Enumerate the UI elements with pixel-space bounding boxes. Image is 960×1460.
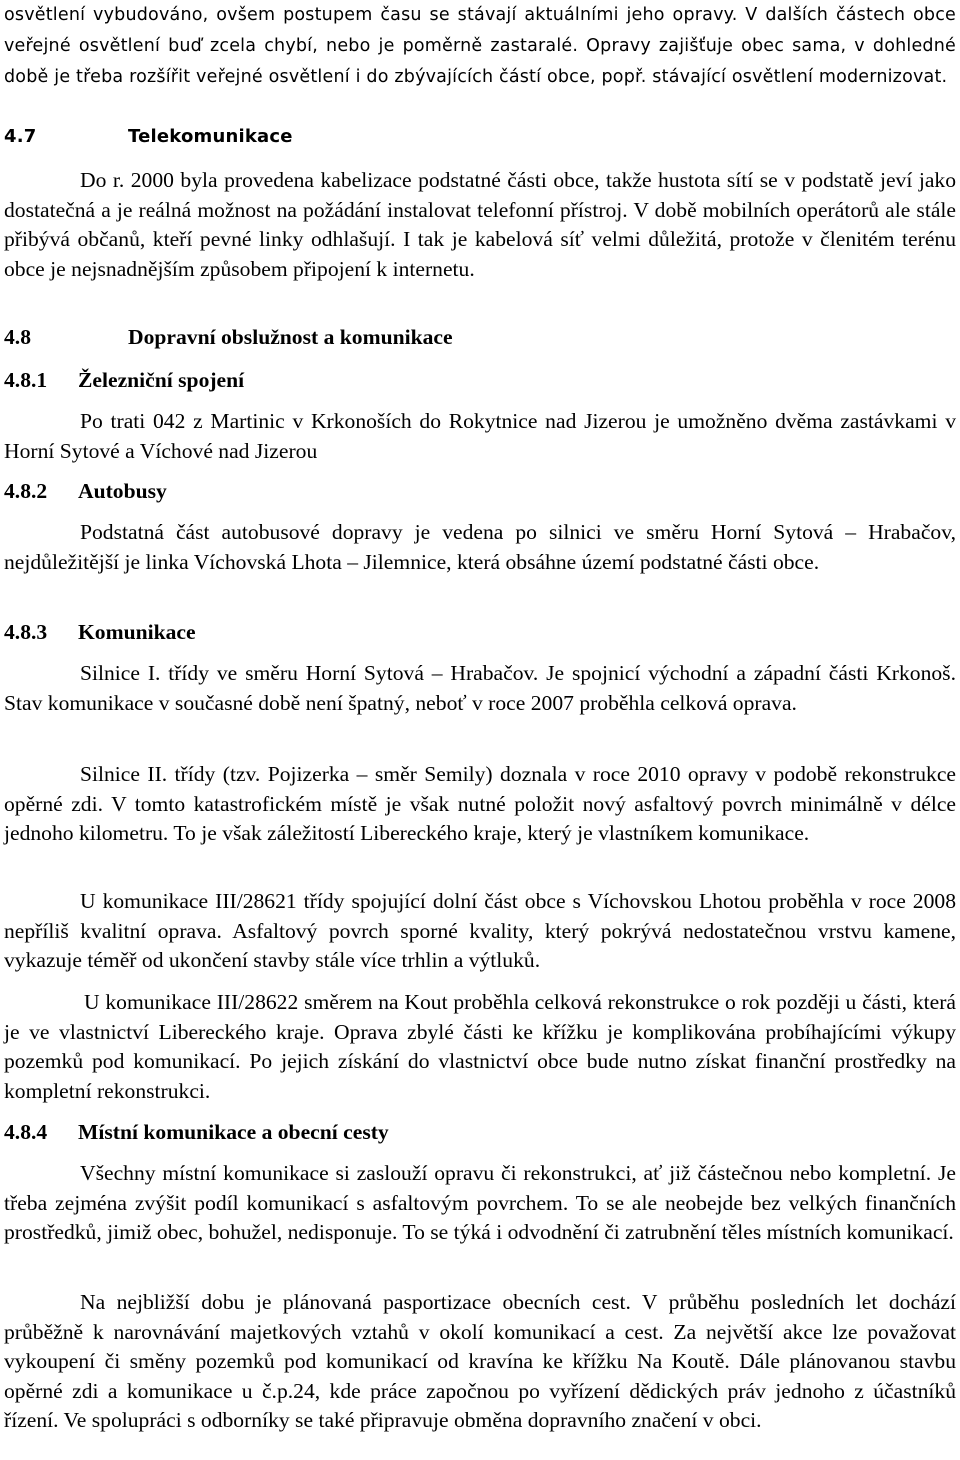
paragraph-railway: Po trati 042 z Martinic v Krkonoších do Rokytnice nad Jizerou je umožněno dvěma zastávkami v Horní Sytové a Víchové nad Jizerou [4,409,956,463]
section-number: 4.8.4 [4,1120,48,1144]
section-number: 4.7 [4,126,37,147]
section-title: Železniční spojení [78,368,245,392]
paragraph-local-roads: Všechny místní komunikace si zaslouží opravu či rekonstrukci, ať již částečnou nebo kompletní. Je třeba zejména zvýšit podíl komunikací s asfaltovým povrchem. To se ale neobejde bez velkých finančních prostředků, jimiž obec, bohužel, nedisponuje. To se týká i odvodnění či zatrubnění těles místních komunikací. [4,1161,956,1244]
section-title: Komunikace [78,620,196,644]
paragraph-road-passport: Na nejbližší dobu je plánovaná pasportizace obecních cest. V průběhu posledních let dochází průběžně k narovnávání majetkových vztahů v okolí komunikací a cest. Za největší akce lze považovat vykoupení či směny pozemků pod komunikací od kravína ke křížku Na Koutě. Dále plánovanou stavbu opěrné zdi a komunikace u č.p.24, kde práce započnou po vyřízení dědických práv jednoho z účastníků řízení. Ve spolupráci s odborníky se také připravuje obměna dopravního značení v obci. [4,1290,956,1432]
section-title: Dopravní obslužnost a komunikace [128,325,453,349]
section-title: Telekomunikace [128,126,293,147]
section-number: 4.8 [4,325,31,349]
paragraph-road-class-1: Silnice I. třídy ve směru Horní Sytová – Hrabačov. Je spojnicí východní a západní části Krkonoš. Stav komunikace v současné době není špatný, neboť v roce 2007 proběhla celková oprava. [4,661,956,715]
heading-4-8-1 [4,368,244,393]
paragraph-street-lighting: osvětlení vybudováno, ovšem postupem času se stávají aktuálními jeho opravy. V dalších částech obce veřejné osvětlení buď zcela chybí, nebo je poměrně zastaralé. Opravy zajišťuje obec sama, v dohledné době je třeba rozšířit veřejné osvětlení i do zbývajících částí obce, popř. stávající osvětlení modernizovat. [4,5,956,87]
section-number: 4.8.1 [4,368,48,392]
paragraph-buses: Podstatná část autobusové dopravy je vedena po silnici ve směru Horní Sytová – Hrabačov, nejdůležitější je linka Víchovská Lhota – Jilemnice, která obsáhne území podstatné části obce. [4,520,956,574]
heading-4-8-4 [4,1120,389,1145]
section-number: 4.8.2 [4,479,48,503]
heading-4-8-3 [4,620,196,645]
section-title: Autobusy [78,479,167,503]
heading-4-7 [4,126,293,147]
section-number: 4.8.3 [4,620,48,644]
heading-4-8-2 [4,479,167,504]
paragraph-road-28621: U komunikace III/28621 třídy spojující dolní část obce s Víchovskou Lhotou proběhla v roce 2008 nepříliš kvalitní oprava. Asfaltový povrch sporné kvality, který pokrývá nedostatečnou vrstvu kamene, vykazuje téměř od ukončení stavby stále více trhlin a výtluků. [4,889,956,972]
section-title: Místní komunikace a obecní cesty [78,1120,389,1144]
heading-4-8 [4,325,453,350]
paragraph-road-class-2: Silnice II. třídy (tzv. Pojizerka – směr Semily) doznala v roce 2010 opravy v podobě rekonstrukce opěrné zdi. V tomto katastrofickém místě je však nutné položit nový asfaltový povrch minimálně v délce jednoho kilometru. To je však záležitostí Libereckého kraje, který je vlastníkem komunikace. [4,762,956,845]
paragraph-telecommunications: Do r. 2000 byla provedena kabelizace podstatné části obce, takže hustota sítí se v podstatě jeví jako dostatečná a je reálná možnost na požádání instalovat telefonní přístroj. V době mobilních operátorů ale stále přibývá občanů, kteří pevné linky odhlašují. I tak je kabelová síť velmi důležitá, protože v členitém terénu obce je nejsnadnějším způsobem připojení k internetu. [4,168,956,281]
paragraph-road-28622: U komunikace III/28622 směrem na Kout proběhla celková rekonstrukce o rok později u části, která je ve vlastnictví Libereckého kraje. Oprava zbylé části ke křížku je komplikována probíhajícími výkupy pozemků pod komunikací. Po jejich získání do vlastnictví obce bude nutno získat finanční prostředky na kompletní rekonstrukci. [4,990,956,1103]
